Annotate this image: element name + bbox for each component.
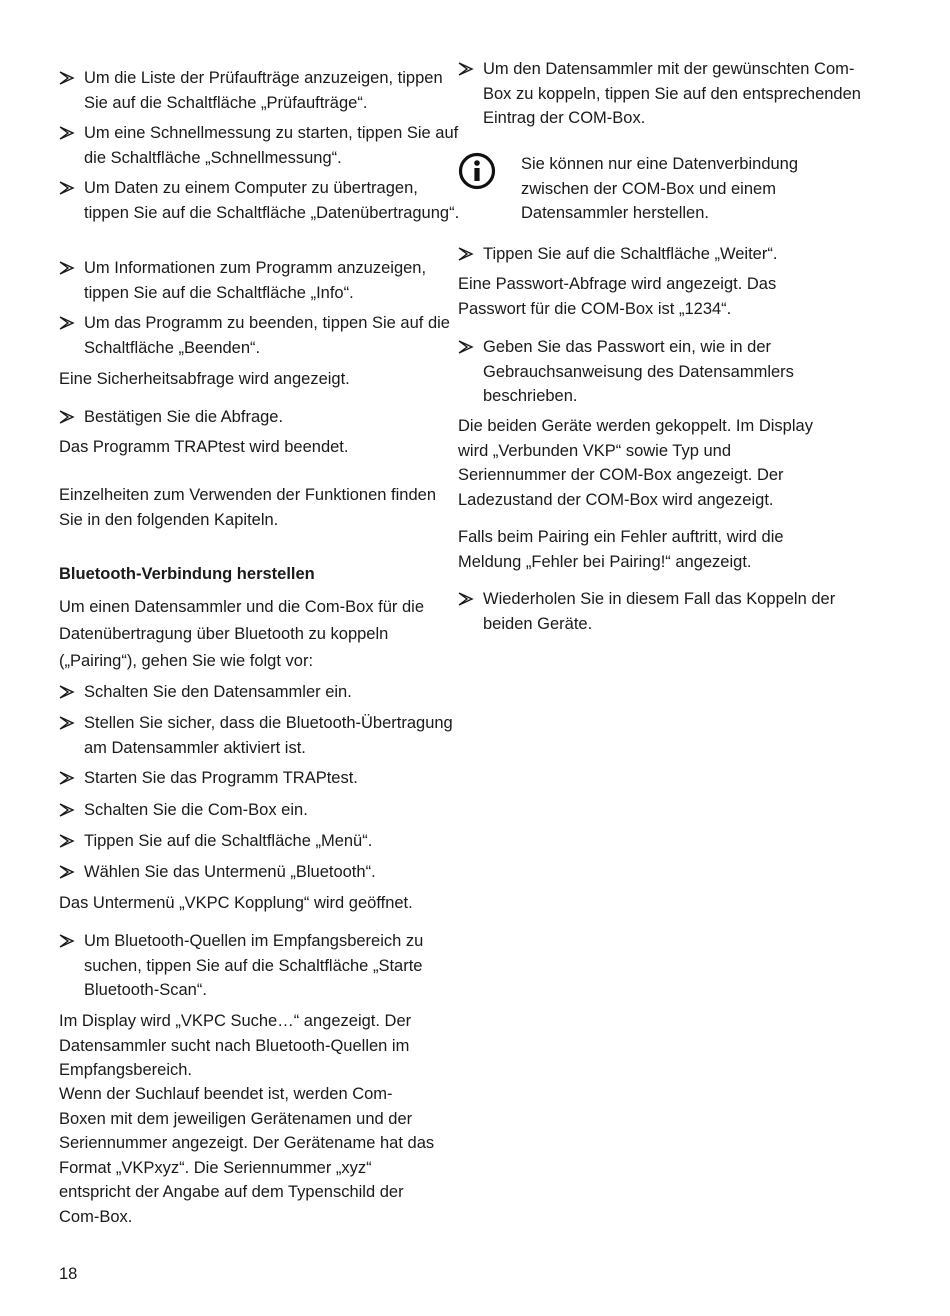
arrowhead-bullet-icon: [458, 335, 476, 359]
coupled-result-text: Die beiden Geräte werden gekoppelt. Im Display wird „Verbunden VKP“ sowie Typ und Seriennummer der COM-Box angezeigt. Der Ladezustand der COM-Box wird angezeigt.: [458, 417, 813, 509]
bullet-text: Tippen Sie auf die Schaltfläche „Menü“.: [84, 832, 373, 850]
list-item: [59, 256, 464, 305]
bullet-text: Um das Programm zu beenden, tippen Sie auf die Schaltfläche „Beenden“.: [84, 314, 450, 357]
program-closed-text: Das Programm TRAPtest wird beendet.: [59, 438, 349, 456]
bullet-text: Tippen Sie auf die Schaltfläche „Weiter“.: [483, 245, 778, 263]
bullet-text: Geben Sie das Passwort ein, wie in der Gebrauchsanweisung des Datensammlers beschrieben.: [483, 338, 794, 405]
scan-result-text: Im Display wird „VKPC Suche…“ angezeigt. Der Datensammler sucht nach Bluetooth-Quellen im Empfangsbereich.: [59, 1012, 412, 1079]
info-note-text: Sie können nur eine Datenverbindung zwischen der COM-Box und einem Datensammler herstellen.: [521, 155, 799, 222]
list-item: [59, 929, 464, 1003]
section-intro-text: Um einen Datensammler und die Com-Box für die Datenübertragung über Bluetooth zu koppeln („Pairing“), gehen Sie wie folgt vor:: [59, 598, 424, 670]
bullet-text: Um Daten zu einem Computer zu übertragen, tippen Sie auf die Schaltfläche „Datenübertragung“.: [84, 179, 460, 222]
password-prompt-text: Eine Passwort-Abfrage wird angezeigt. Das Passwort für die COM-Box ist „1234“.: [458, 275, 777, 318]
bullet-text: Schalten Sie den Datensammler ein.: [84, 683, 352, 701]
bullet-text: Wiederholen Sie in diesem Fall das Koppeln der beiden Geräte.: [483, 590, 836, 633]
list-item: [59, 66, 464, 115]
list-item: [458, 242, 863, 267]
list-item: [59, 311, 464, 360]
arrowhead-bullet-icon: [59, 66, 77, 90]
arrowhead-bullet-icon: [458, 57, 476, 81]
bullet-text: Um eine Schnellmessung zu starten, tippen Sie auf die Schaltfläche „Schnellmessung“.: [84, 124, 459, 167]
arrowhead-bullet-icon: [59, 860, 77, 884]
arrowhead-bullet-icon: [59, 798, 77, 822]
arrowhead-bullet-icon: [59, 766, 77, 790]
list-item: [59, 176, 464, 225]
arrowhead-bullet-icon: [59, 680, 77, 704]
list-item: [59, 680, 464, 705]
scan-result-text: Wenn der Suchlauf beendet ist, werden Com-Boxen mit dem jeweiligen Gerätenamen und der Seriennummer angezeigt. Der Gerätename hat das Format „VKPxyz“. Die Seriennummer „xyz“ entspricht der Angabe auf dem Typenschild der Com-Box.: [59, 1085, 435, 1226]
bullet-text: Um die Liste der Prüfaufträge anzuzeigen, tippen Sie auf die Schaltfläche „Prüfaufträge“.: [84, 69, 443, 112]
arrowhead-bullet-icon: [59, 929, 77, 953]
bullet-text: Um Informationen zum Programm anzuzeigen, tippen Sie auf die Schaltfläche „Info“.: [84, 259, 427, 302]
list-item: [59, 860, 464, 885]
arrowhead-bullet-icon: [59, 405, 77, 429]
section-heading: Bluetooth-Verbindung herstellen: [59, 565, 315, 583]
list-item: [59, 829, 464, 854]
arrowhead-bullet-icon: [59, 311, 77, 335]
list-item: [458, 335, 863, 409]
details-note-text: Einzelheiten zum Verwenden der Funktionen finden Sie in den folgenden Kapiteln.: [59, 486, 436, 529]
bullet-text: Starten Sie das Programm TRAPtest.: [84, 769, 358, 787]
pairing-error-text: Falls beim Pairing ein Fehler auftritt, wird die Meldung „Fehler bei Pairing!“ angezeigt.: [458, 528, 784, 571]
bullet-text: Wählen Sie das Untermenü „Bluetooth“.: [84, 863, 376, 881]
list-item: [59, 766, 464, 791]
arrowhead-bullet-icon: [458, 242, 476, 266]
list-item: [458, 587, 863, 636]
list-item: [458, 57, 863, 131]
info-circle-icon: [458, 152, 496, 190]
page-number: 18: [59, 1265, 78, 1283]
list-item: [59, 405, 464, 430]
bullet-text: Schalten Sie die Com-Box ein.: [84, 801, 308, 819]
security-prompt-text: Eine Sicherheitsabfrage wird angezeigt.: [59, 370, 350, 388]
bullet-text: Bestätigen Sie die Abfrage.: [84, 408, 284, 426]
arrowhead-bullet-icon: [59, 711, 77, 735]
bullet-text: Um den Datensammler mit der gewünschten Com-Box zu koppeln, tippen Sie auf den entsprechenden Eintrag der COM-Box.: [483, 60, 861, 127]
arrowhead-bullet-icon: [59, 176, 77, 200]
arrowhead-bullet-icon: [59, 256, 77, 280]
bullet-text: Stellen Sie sicher, dass die Bluetooth-Übertragung am Datensammler aktiviert ist.: [84, 714, 453, 757]
bullet-text: Um Bluetooth-Quellen im Empfangsbereich zu suchen, tippen Sie auf die Schaltfläche „Starte Bluetooth-Scan“.: [84, 932, 424, 999]
arrowhead-bullet-icon: [59, 121, 77, 145]
list-item: [59, 121, 464, 170]
list-item: [59, 711, 464, 760]
list-item: [59, 798, 464, 823]
submenu-opened-text: Das Untermenü „VKPC Kopplung“ wird geöffnet.: [59, 894, 413, 912]
arrowhead-bullet-icon: [59, 829, 77, 853]
arrowhead-bullet-icon: [458, 587, 476, 611]
